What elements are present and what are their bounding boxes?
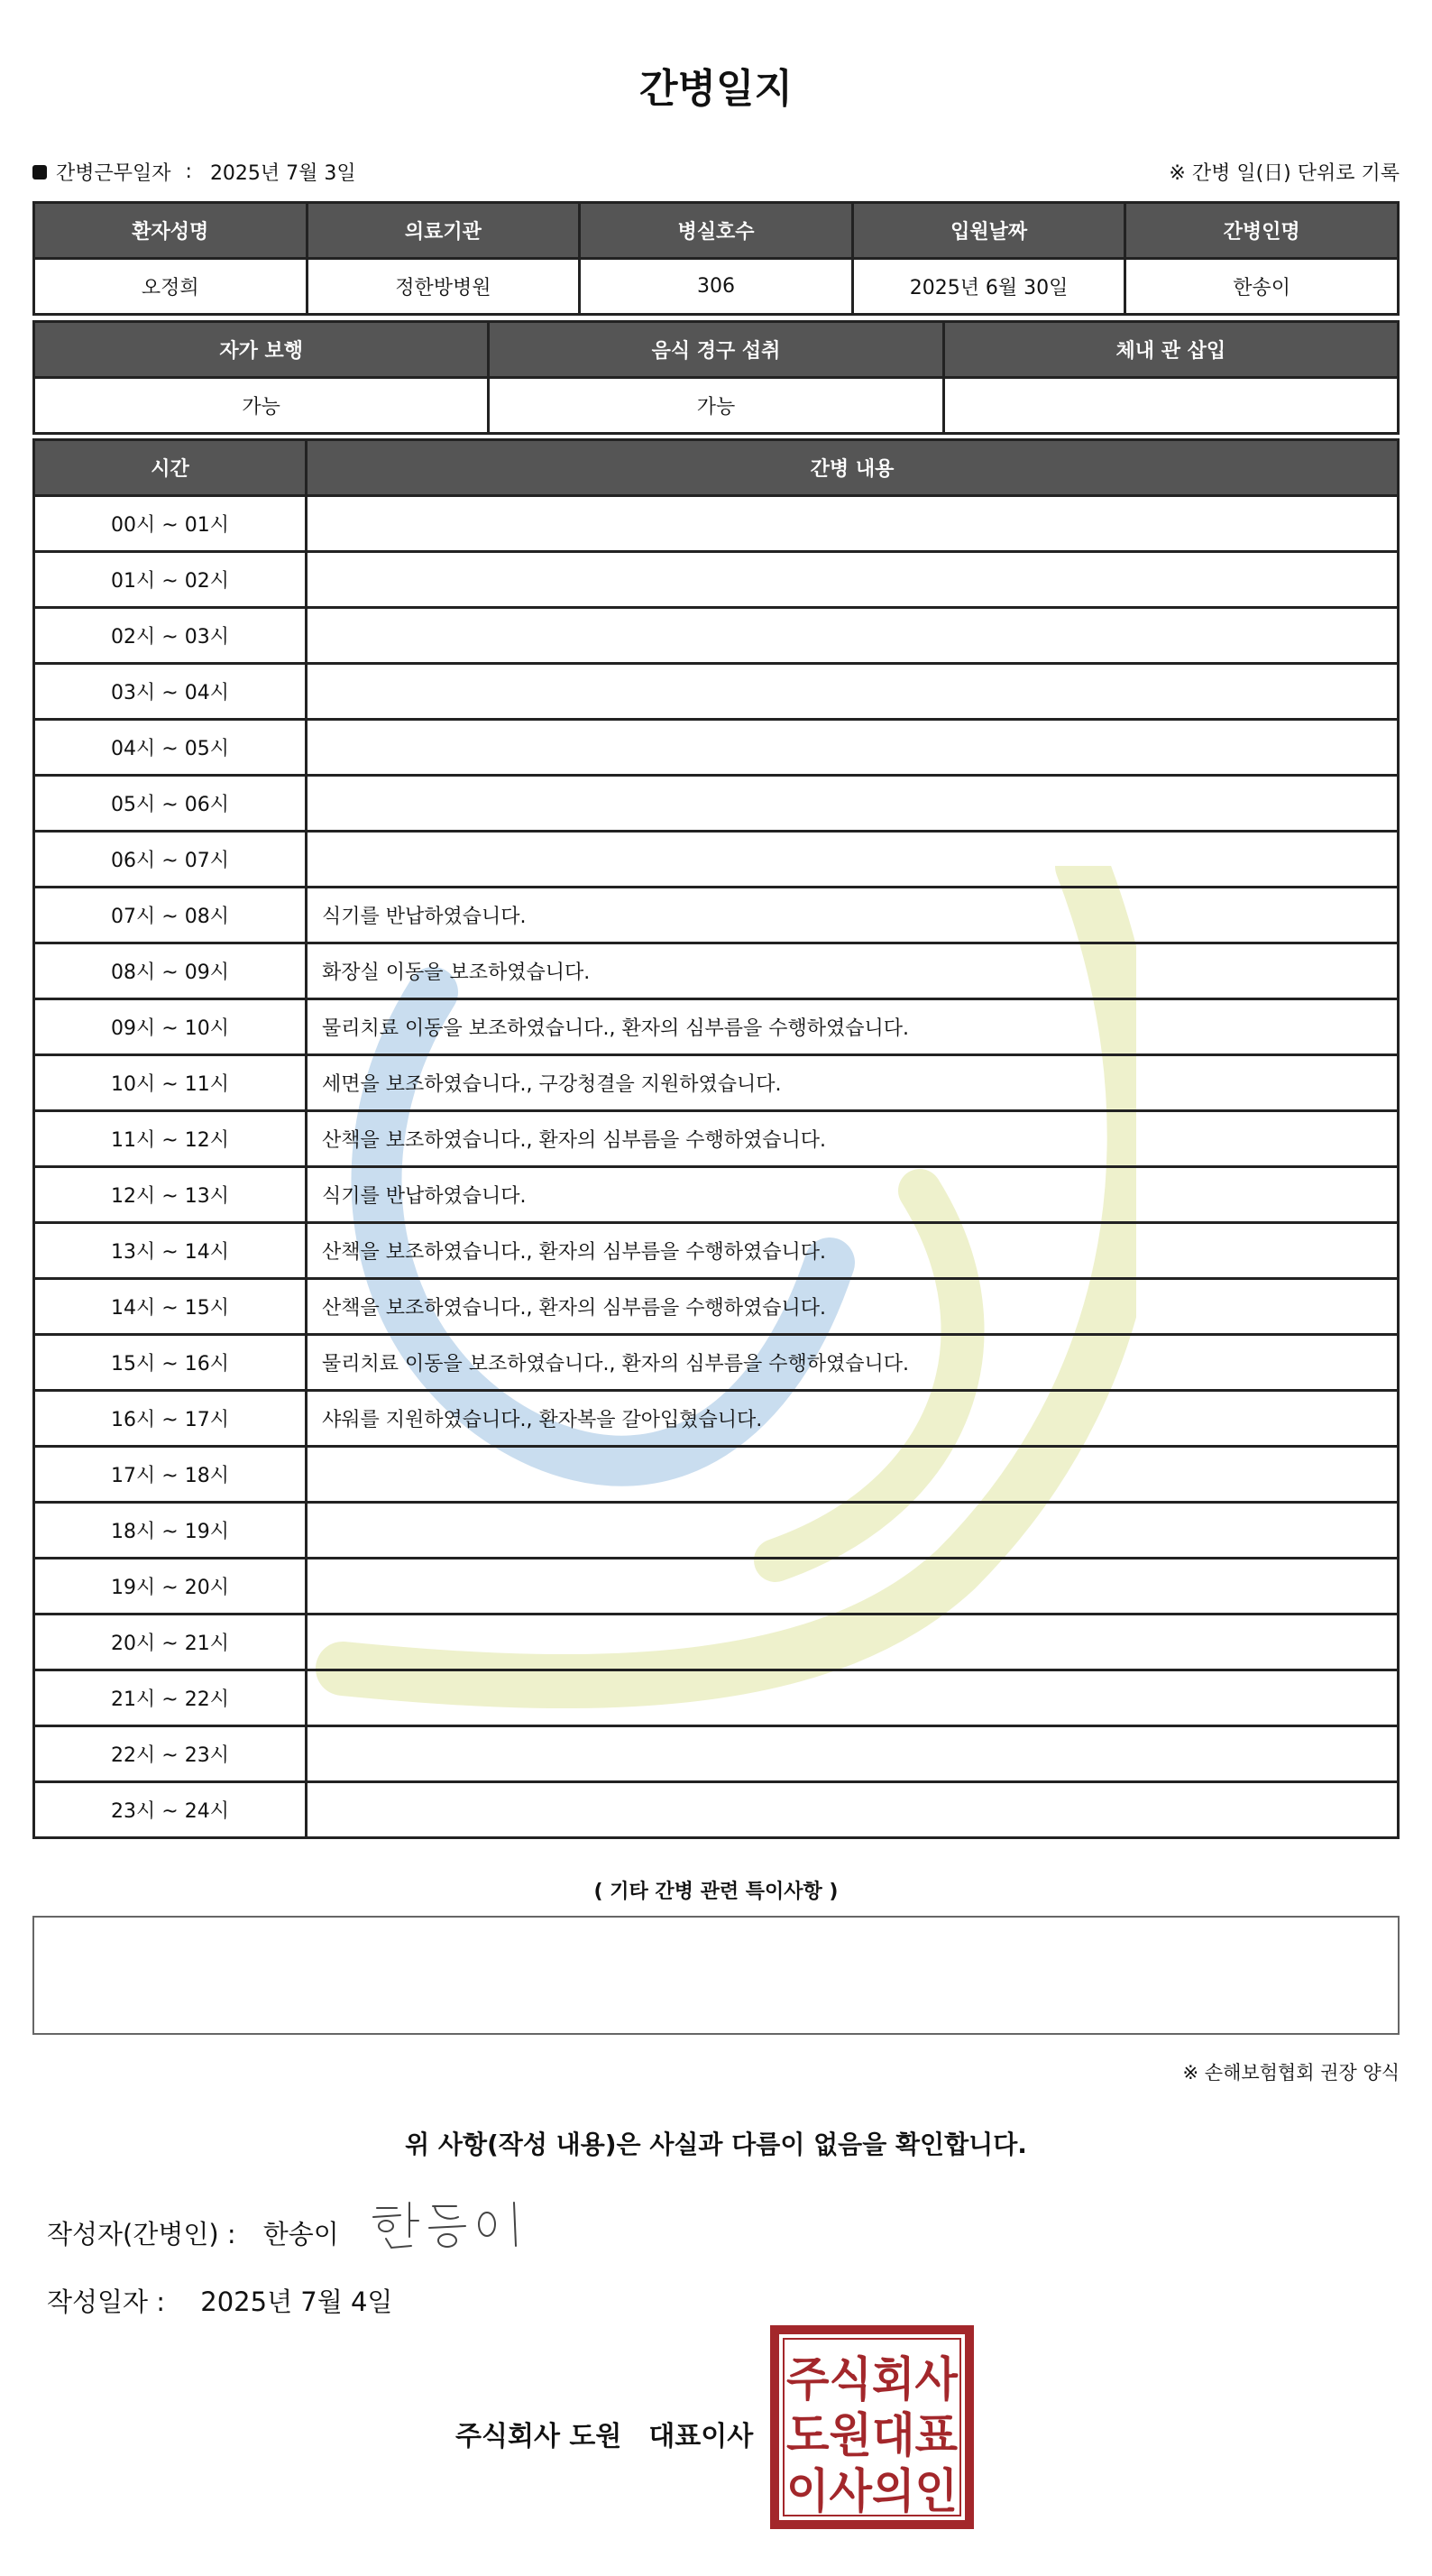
care-row-note	[307, 1726, 1399, 1782]
care-row-time: 18시 ~ 19시	[34, 1503, 307, 1559]
care-row-note	[307, 1559, 1399, 1615]
care-row	[34, 1055, 1399, 1111]
care-row-note: 식기를 반납하였습니다.	[307, 888, 1399, 943]
company-name: 주식회사 도원	[455, 2421, 622, 2452]
insurance-association-note: ※ 손해보험협회 권장 양식	[1182, 2062, 1400, 2084]
bullet-square-icon	[32, 165, 47, 179]
seal-line-2: 도원대표	[786, 2409, 958, 2463]
care-row-note	[307, 1670, 1399, 1726]
care-row	[34, 496, 1399, 552]
care-row-time: 19시 ~ 20시	[34, 1559, 307, 1615]
care-row	[34, 1167, 1399, 1223]
work-date-value: 2025년 7월 3일	[209, 162, 356, 185]
care-row-note	[307, 1503, 1399, 1559]
remarks-box	[32, 1916, 1400, 2035]
care-row-time: 02시 ~ 03시	[34, 608, 307, 664]
header-hospital: 의료기관	[307, 203, 580, 259]
care-row	[34, 1726, 1399, 1782]
care-row-time: 11시 ~ 12시	[34, 1111, 307, 1167]
care-row	[34, 943, 1399, 999]
care-row-time: 09시 ~ 10시	[34, 999, 307, 1055]
author-line	[47, 2214, 339, 2251]
care-row-time: 23시 ~ 24시	[34, 1782, 307, 1838]
care-row-time: 21시 ~ 22시	[34, 1670, 307, 1726]
care-row-note: 물리치료 이동을 보조하였습니다., 환자의 심부름을 수행하였습니다.	[307, 999, 1399, 1055]
care-row	[34, 1447, 1399, 1503]
tube-insertion-value	[943, 378, 1398, 434]
care-row-time: 12시 ~ 13시	[34, 1167, 307, 1223]
author-name: 한송이	[262, 2219, 339, 2249]
care-row	[34, 608, 1399, 664]
header-patient-name: 환자성명	[34, 203, 308, 259]
care-row	[34, 1335, 1399, 1391]
care-row-note: 식기를 반납하였습니다.	[307, 1167, 1399, 1223]
patient-info-header-row	[34, 203, 1399, 259]
care-row-time: 22시 ~ 23시	[34, 1726, 307, 1782]
header-self-walking: 자가 보행	[34, 322, 489, 378]
care-row	[34, 1111, 1399, 1167]
care-row	[34, 888, 1399, 943]
company-seal-stamp	[770, 2325, 974, 2529]
care-row-note: 산책을 보조하였습니다., 환자의 심부름을 수행하였습니다.	[307, 1279, 1399, 1335]
care-row-time: 17시 ~ 18시	[34, 1447, 307, 1503]
oral-intake-value: 가능	[489, 378, 943, 434]
care-row-time: 00시 ~ 01시	[34, 496, 307, 552]
patient-status-value-row	[34, 378, 1399, 434]
written-date-label: 작성일자 :	[47, 2286, 166, 2317]
header-oral-intake: 음식 경구 섭취	[489, 322, 943, 378]
document-title: 간병일지	[638, 66, 793, 112]
admission-date: 2025년 6월 30일	[852, 259, 1125, 315]
care-row	[34, 776, 1399, 832]
care-row	[34, 1391, 1399, 1447]
patient-info-value-row	[34, 259, 1399, 315]
ceo-title: 대표이사	[648, 2421, 754, 2452]
care-row-note	[307, 1615, 1399, 1670]
written-date-line	[47, 2282, 392, 2319]
patient-info-table	[32, 201, 1400, 316]
care-row-time: 05시 ~ 06시	[34, 776, 307, 832]
patient-status-table	[32, 320, 1400, 435]
room-number: 306	[580, 259, 853, 315]
care-row	[34, 1223, 1399, 1279]
care-row	[34, 1615, 1399, 1670]
care-row	[34, 1503, 1399, 1559]
remarks-title: ( 기타 간병 관련 특이사항 )	[593, 1881, 839, 1903]
care-row-time: 10시 ~ 11시	[34, 1055, 307, 1111]
work-date-row	[32, 158, 1400, 189]
written-date-value: 2025년 7월 4일	[200, 2286, 393, 2317]
company-signature-line	[455, 2414, 753, 2453]
care-row-time: 13시 ~ 14시	[34, 1223, 307, 1279]
care-row	[34, 1670, 1399, 1726]
care-row-time: 08시 ~ 09시	[34, 943, 307, 999]
care-row	[34, 1559, 1399, 1615]
care-row-time: 04시 ~ 05시	[34, 720, 307, 776]
patient-name: 오정희	[34, 259, 308, 315]
care-row-note	[307, 552, 1399, 608]
care-row-note	[307, 720, 1399, 776]
care-row-time: 07시 ~ 08시	[34, 888, 307, 943]
hospital-name: 정한방병원	[307, 259, 580, 315]
care-row	[34, 1279, 1399, 1335]
care-row	[34, 999, 1399, 1055]
work-date-label: 간병근무일자	[56, 162, 171, 185]
care-row-note: 샤워를 지원하였습니다., 환자복을 갈아입혔습니다.	[307, 1391, 1399, 1447]
patient-status-header-row	[34, 322, 1399, 378]
care-row-time: 14시 ~ 15시	[34, 1279, 307, 1335]
care-row	[34, 720, 1399, 776]
care-row-note	[307, 776, 1399, 832]
header-care-content: 간병 내용	[307, 440, 1399, 496]
care-row-time: 15시 ~ 16시	[34, 1335, 307, 1391]
care-row-note: 화장실 이동을 보조하였습니다.	[307, 943, 1399, 999]
self-walking-value: 가능	[34, 378, 489, 434]
care-row-time: 01시 ~ 02시	[34, 552, 307, 608]
care-row-time: 16시 ~ 17시	[34, 1391, 307, 1447]
care-row-note	[307, 832, 1399, 888]
care-rows	[34, 496, 1399, 1838]
confirmation-statement: 위 사항(작성 내용)은 사실과 다름이 없음을 확인합니다.	[405, 2130, 1027, 2159]
care-row-note: 산책을 보조하였습니다., 환자의 심부름을 수행하였습니다.	[307, 1223, 1399, 1279]
care-row	[34, 832, 1399, 888]
care-header-row	[34, 440, 1399, 496]
header-time: 시간	[34, 440, 307, 496]
header-room-number: 병실호수	[580, 203, 853, 259]
care-row	[34, 552, 1399, 608]
header-caregiver-name: 간병인명	[1125, 203, 1399, 259]
care-row-note	[307, 664, 1399, 720]
header-tube-insertion: 체내 관 삽입	[943, 322, 1398, 378]
care-row	[34, 664, 1399, 720]
header-admission-date: 입원날짜	[852, 203, 1125, 259]
care-row-note: 산책을 보조하였습니다., 환자의 심부름을 수행하였습니다.	[307, 1111, 1399, 1167]
care-row-note: 물리치료 이동을 보조하였습니다., 환자의 심부름을 수행하였습니다.	[307, 1335, 1399, 1391]
care-row-note	[307, 496, 1399, 552]
handwritten-signature	[370, 2197, 523, 2253]
unit-note: ※ 간병 일(日) 단위로 기록	[1169, 162, 1400, 185]
care-schedule-table	[32, 438, 1400, 1839]
care-row-note: 세면을 보조하였습니다., 구강청결을 지원하였습니다.	[307, 1055, 1399, 1111]
seal-line-3: 이사의인	[786, 2465, 958, 2519]
care-row-note	[307, 608, 1399, 664]
seal-line-1: 주식회사	[786, 2353, 959, 2407]
author-label: 작성자(간병인) :	[47, 2219, 236, 2249]
care-row-note	[307, 1782, 1399, 1838]
care-row	[34, 1782, 1399, 1838]
care-row-time: 03시 ~ 04시	[34, 664, 307, 720]
care-row-time: 20시 ~ 21시	[34, 1615, 307, 1670]
caregiver-name: 한송이	[1125, 259, 1399, 315]
care-row-note	[307, 1447, 1399, 1503]
care-row-time: 06시 ~ 07시	[34, 832, 307, 888]
work-date-colon: :	[185, 161, 192, 183]
